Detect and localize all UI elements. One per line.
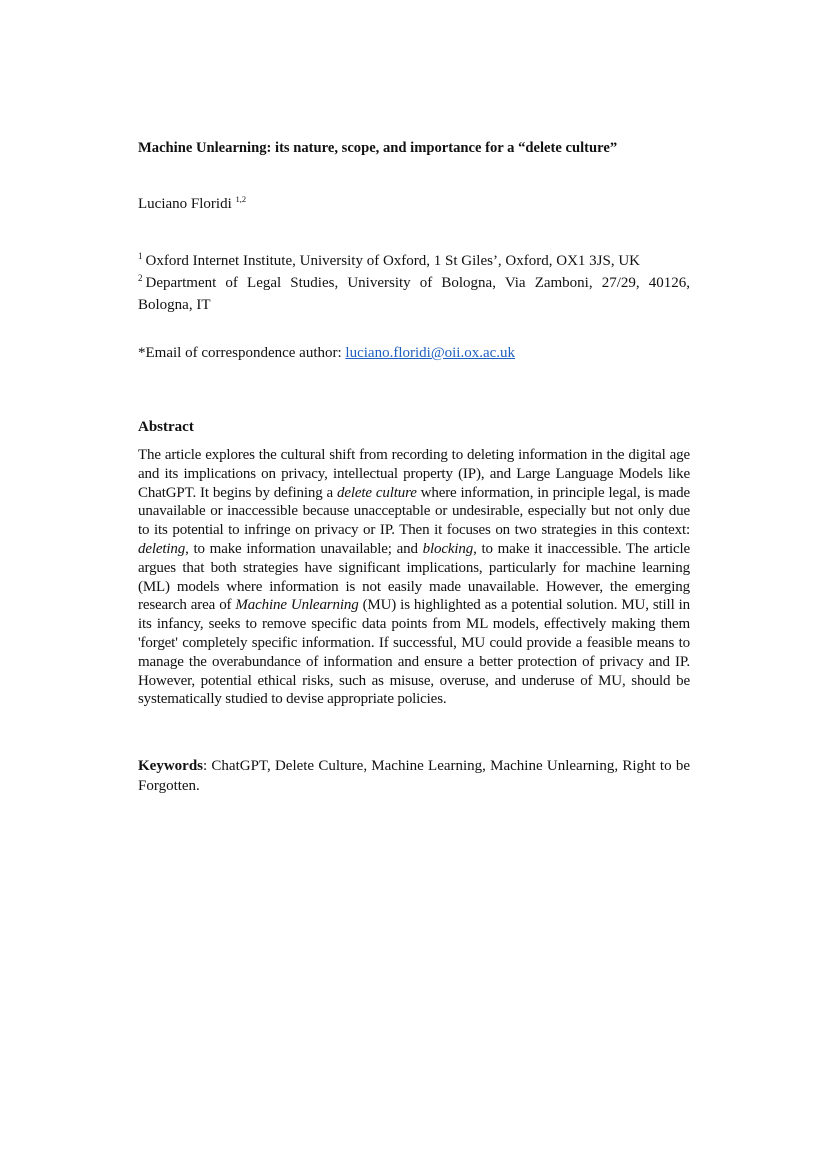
affiliation-1 [138, 250, 690, 272]
correspondence-line [138, 344, 515, 363]
abstract-text: , to make it inaccessible. The article argues that both strategies have significant implications, particularly for machine learning (ML) models where information is not easily made unavailable. However, the emerging research area of [138, 540, 690, 614]
correspondence-email-link[interactable]: luciano.floridi@oii.ox.ac.uk [345, 345, 516, 361]
abstract-body [138, 446, 690, 709]
affiliation-2 [138, 272, 690, 316]
affiliation-mark: 1 [138, 251, 143, 261]
keywords [138, 757, 690, 796]
abstract-text: , to make information unavailable; and [185, 540, 423, 557]
abstract-emphasis: delete culture [336, 484, 417, 501]
affiliations [138, 250, 690, 316]
abstract-text: The article explores the cultural shift from recording to deleting information in the digital age and its implications on privacy, intellectual property (IP), and Large Language Models like ChatGPT. It begins by defining a [138, 447, 690, 501]
affiliation-mark: 2 [138, 273, 143, 283]
keywords-label: Keywords [138, 758, 203, 774]
abstract-text: where information, in principle legal, is made unavailable or inaccessible because unacceptable or undesirable, especially but not only due to its potential to infringe on privacy or IP. Then it focuses on two strategies in this context: [138, 484, 690, 539]
abstract-heading: Abstract [138, 419, 194, 435]
author-affiliation-marks: 1,2 [235, 194, 247, 204]
author-name: Luciano Floridi [138, 196, 232, 212]
keywords-text: : ChatGPT, Delete Culture, Machine Learning, Machine Unlearning, Right to be Forgotten. [138, 758, 690, 794]
paper-title: Machine Unlearning: its nature, scope, and importance for a “delete culture” [138, 140, 618, 156]
abstract-emphasis: blocking [422, 540, 474, 557]
abstract-emphasis: deleting [138, 540, 186, 557]
affiliation-text: Oxford Internet Institute, University of Oxford, 1 St Giles’, Oxford, OX1 3JS, UK [145, 253, 641, 269]
abstract-emphasis: Machine Unlearning [235, 597, 359, 614]
abstract-text: (MU) is highlighted as a potential solution. MU, still in its infancy, seeks to remove specific data points from ML models, effectively making them 'forget' completely specific information. If successful, MU could provide a feasible means to manage the overabundance of information and ensure a better protection of privacy and IP. However, potential ethical risks, such as misuse, overuse, and underuse of MU, should be systematically studied to devise appropriate policies. [138, 597, 690, 708]
author-line [138, 195, 246, 214]
correspondence-label: *Email of correspondence author: [138, 345, 346, 361]
affiliation-text: Department of Legal Studies, University of Bologna, Via Zamboni, 27/29, 40126, Bologna, IT [138, 275, 690, 313]
